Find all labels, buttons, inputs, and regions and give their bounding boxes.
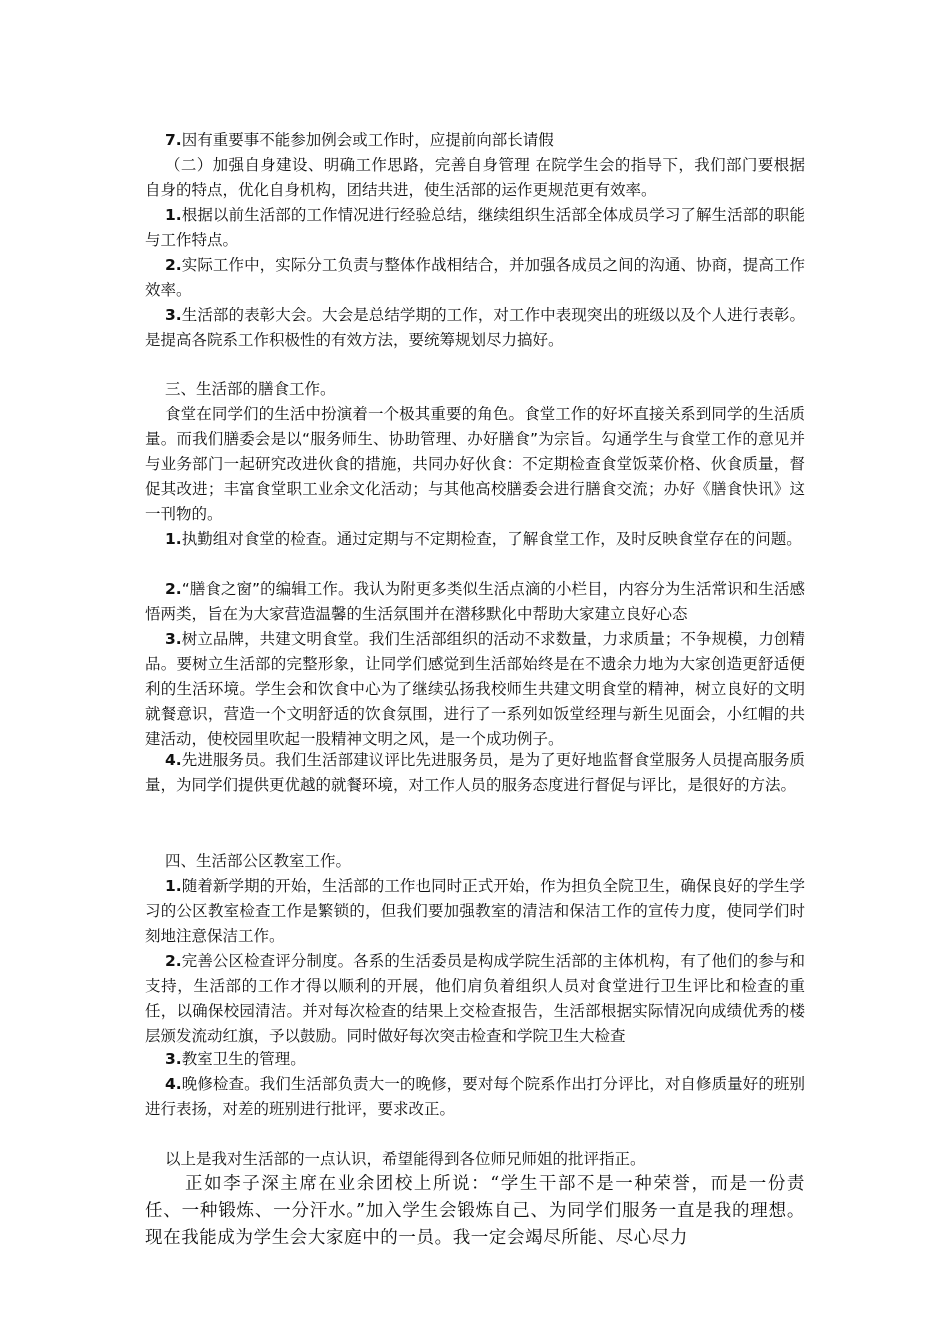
paragraph-item-1 [145,874,805,949]
section-heading-3 [145,377,805,402]
paragraph-text: 随着新学期的开始，生活部的工作也同时正式开始，作为担负全院卫生，确保良好的学生学习的公区教室检查工作是繁锁的，但我们要加强教室的清洁和保洁工作的宣传力度，使同学们时刻地注意保洁工作。 [145,877,805,945]
paragraph-conclusion [145,1147,805,1172]
paragraph-text: 完善公区检查评分制度。各系的生活委员是构成学院生活部的主体机构，有了他们的参与和支持，生活部的工作才得以顺利的开展，他们肩负着组织人员对食堂进行卫生评比和检查的重任，以确保校园清洁。并对每次检查的结果上交检查报告，生活部根据实际情况向成绩优秀的楼层颁发流动红旗，予以鼓励。同时做好每次突击检查和学院卫生大检查 [145,952,805,1045]
paragraph-text: 根据以前生活部的工作情况进行经验总结，继续组织生活部全体成员学习了解生活部的职能与工作特点。 [145,206,805,249]
paragraph-item-1 [145,527,805,552]
item-number: 3. [165,630,182,648]
paragraph-canteen-intro [145,402,805,527]
paragraph-item-7 [145,128,805,153]
item-number: 2. [165,256,182,274]
item-number: 1. [165,530,182,548]
item-number: 2. [165,580,182,598]
section-heading-4 [145,849,805,874]
item-number: 3. [165,1050,182,1068]
paragraph-text: 先进服务员。我们生活部建议评比先进服务员，是为了更好地监督食堂服务人员提高服务质量，为同学们提供更优越的就餐环境，对工作人员的服务态度进行督促与评比，是很好的方法。 [145,751,805,794]
heading-text: 四、生活部公区教室工作。 [165,852,352,870]
paragraph-text: 食堂在同学们的生活中扮演着一个极其重要的角色。食堂工作的好坏直接关系到同学的生活质量。而我们膳委会是以“服务师生、协助管理、办好膳食”为宗旨。勾通学生与食堂工作的意见并与业务部门一起研究改进伙食的措施，共同办好伙食：不定期检查食堂饭菜价格、伙食质量，督促其改进；丰富食堂职工业余文化活动；与其他高校膳委会进行膳食交流；办好《膳食快讯》这一刊物的。 [145,405,805,523]
item-number: 7. [165,131,182,149]
paragraph-text: 以上是我对生活部的一点认识，希望能得到各位师兄师姐的批评指正。 [165,1150,646,1168]
paragraph-item-3 [145,303,805,353]
paragraph-item-1 [145,203,805,253]
item-number: 4. [165,751,182,769]
paragraph-text: 正如李子深主席在业余团校上所说：“学生干部不是一种荣誉，而是一份责任、一种锻炼、一分汗水。”加入学生会锻炼自己、为同学们服务一直是我的理想。现在我能成为学生会大家庭中的一员。我一定会竭尽所能、尽心尽力 [145,1174,805,1248]
paragraph-text: “膳食之窗”的编辑工作。我认为附更多类似生活点滴的小栏目，内容分为生活常识和生活感悟两类，旨在为大家营造温馨的生活氛围并在潜移默化中帮助大家建立良好心态 [145,580,805,623]
paragraph-item-3 [145,1047,805,1072]
item-number: 4. [165,1075,182,1093]
heading-text: 三、生活部的膳食工作。 [165,380,336,398]
paragraph-text: 教室卫生的管理。 [181,1050,306,1068]
paragraph-text: 实际工作中，实际分工负责与整体作战相结合，并加强各成员之间的沟通、协商，提高工作效率。 [145,256,805,299]
paragraph-closing [145,1171,805,1252]
item-number: 2. [165,952,182,970]
item-number: 3. [165,306,182,324]
paragraph-text: 晚修检查。我们生活部负责大一的晚修，要对每个院系作出打分评比，对自修质量好的班别进行表扬，对差的班别进行批评，要求改正。 [145,1075,805,1118]
paragraph-item-3 [145,627,805,752]
paragraph-item-2 [145,949,805,1049]
paragraph-item-4 [145,1072,805,1122]
paragraph-item-4 [145,748,805,798]
paragraph-text: （二）加强自身建设、明确工作思路，完善自身管理 在院学生会的指导下，我们部门要根据自身的特点，优化自身机构，团结共进，使生活部的运作更规范更有效率。 [145,156,805,199]
paragraph-text: 因有重要事不能参加例会或工作时，应提前向部长请假 [181,131,554,149]
paragraph-item-2 [145,577,805,627]
paragraph-text: 执勤组对食堂的检查。通过定期与不定期检查，了解食堂工作，及时反映食堂存在的问题。 [181,530,802,548]
item-number: 1. [165,206,182,224]
item-number: 1. [165,877,182,895]
paragraph-text: 生活部的表彰大会。大会是总结学期的工作，对工作中表现突出的班级以及个人进行表彰。是提高各院系工作积极性的有效方法，要统筹规划尽力搞好。 [145,306,805,349]
paragraph-text: 树立品牌，共建文明食堂。我们生活部组织的活动不求数量，力求质量；不争规模，力创精品。要树立生活部的完整形象，让同学们感觉到生活部始终是在不遗余力地为大家创造更舒适便利的生活环境。学生会和饮食中心为了继续弘扬我校师生共建文明食堂的精神，树立良好的文明就餐意识，营造一个文明舒适的饮食氛围，进行了一系列如饭堂经理与新生见面会，小红帽的共建活动，使校园里吹起一股精神文明之风，是一个成功例子。 [145,630,805,748]
paragraph-section-2 [145,153,805,203]
paragraph-item-2 [145,253,805,303]
